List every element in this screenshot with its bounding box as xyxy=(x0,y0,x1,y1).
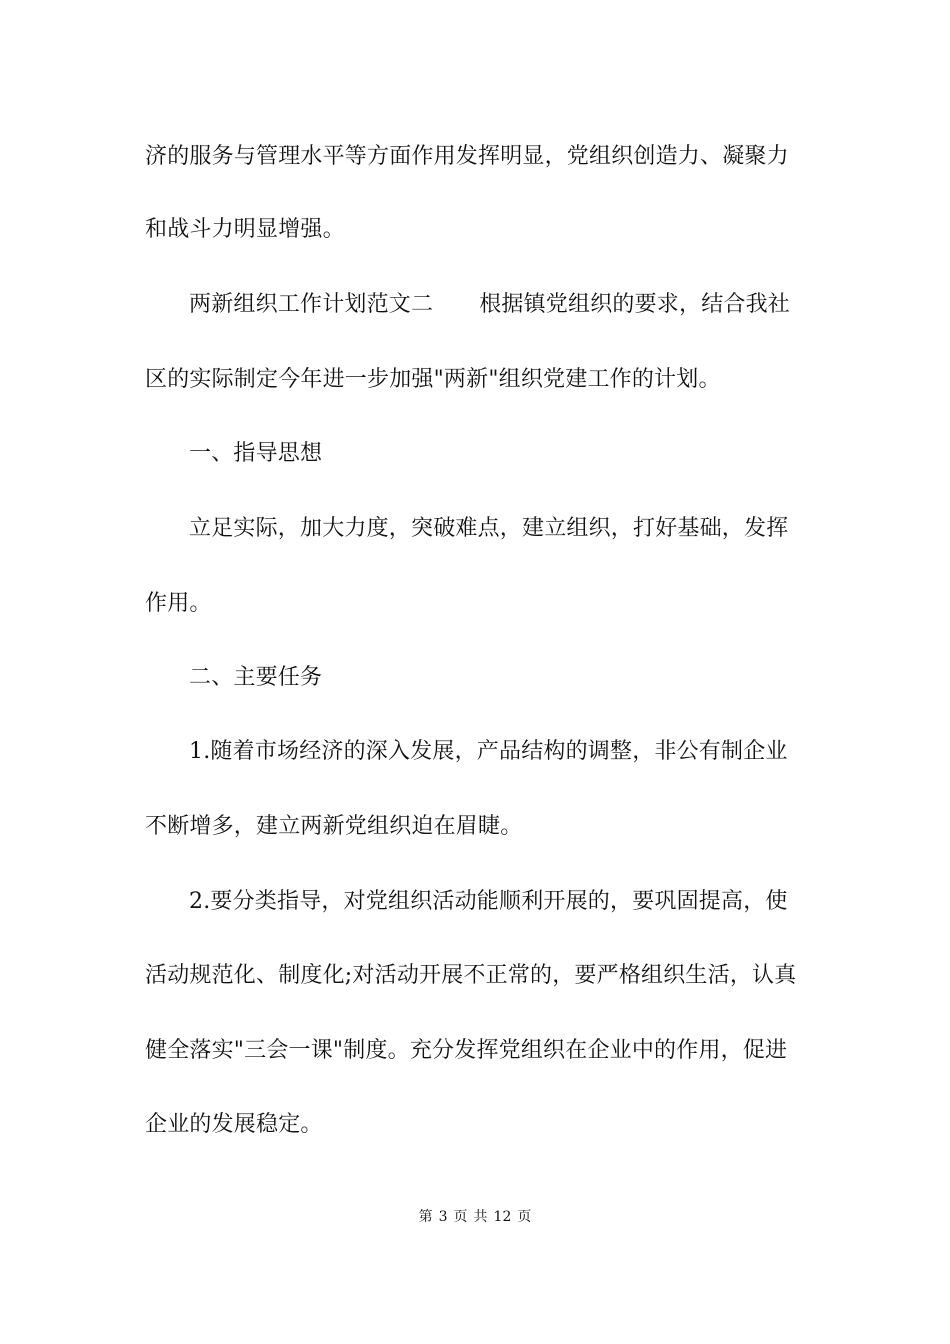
section-heading: 二、主要任务 xyxy=(189,665,323,690)
paragraph-line: 健全落实"三会一课"制度。充分发挥党组织在企业中的作用，促进 xyxy=(145,1038,788,1063)
paragraph-line: 立足实际，加大力度，突破难点，建立组织，打好基础，发挥 xyxy=(189,516,789,541)
paragraph-line xyxy=(189,290,810,320)
paragraph-line: 不断增多，建立两新党组织迫在眉睫。 xyxy=(145,814,523,839)
paragraph-line: 和战斗力明显增强。 xyxy=(145,217,345,242)
footer-total-word: 共 xyxy=(473,1209,488,1225)
paragraph-line: 2.要分类指导，对党组织活动能顺利开展的，要巩固提高，使 xyxy=(189,889,788,914)
footer-total-pages: 12 xyxy=(493,1209,512,1225)
footer-suffix: 页 xyxy=(517,1209,532,1225)
paragraph-line: 济的服务与管理水平等方面作用发挥明显，党组织创造力、凝聚力 xyxy=(145,144,789,169)
paragraph-line: 活动规范化、制度化;对活动开展不正常的，要严格组织生活，认真 xyxy=(145,963,797,988)
footer-current-page: 3 xyxy=(438,1209,448,1225)
paragraph-line: 作用。 xyxy=(145,591,212,616)
page-footer xyxy=(0,1207,950,1227)
section-heading: 一、指导思想 xyxy=(189,441,323,466)
footer-page-word: 页 xyxy=(453,1209,468,1225)
paragraph-line: 区的实际制定今年进一步加强"两新"组织党建工作的计划。 xyxy=(145,367,721,392)
section-heading-text: 两新组织工作计划范文二 xyxy=(189,292,434,317)
paragraph-line: 1.随着市场经济的深入发展，产品结构的调整，非公有制企业 xyxy=(189,739,788,764)
paragraph-line: 企业的发展稳定。 xyxy=(145,1112,323,1137)
footer-prefix: 第 xyxy=(418,1209,433,1225)
paragraph-text: 根据镇党组织的要求，结合我社 xyxy=(479,292,791,317)
